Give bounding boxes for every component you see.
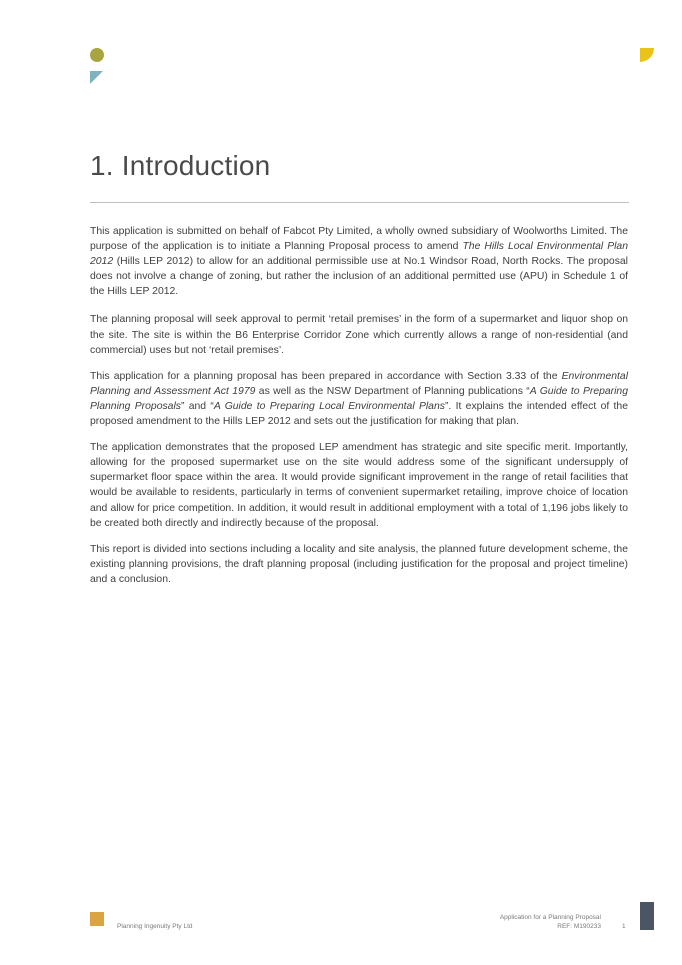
section-heading: 1. Introduction [90, 150, 271, 181]
text-run: ”. It explains the intended effect of the proposed amendment to the Hills LEP 2012 and sets out the justification for making that plan. [90, 400, 628, 428]
italic-title: Environmental Planning and Assessment Act 1979 [90, 370, 628, 397]
footer-company-name: Planning Ingenuity Pty Ltd [117, 923, 193, 930]
footer-bar-icon [640, 902, 654, 930]
italic-title: A Guide to Preparing Local Environmental Plans [213, 400, 445, 412]
decorative-quarter-circle-icon [640, 48, 654, 62]
decorative-triangle-icon [90, 71, 103, 84]
decorative-circle-icon [90, 48, 104, 62]
footer-document-title: Application for a Planning Proposal [499, 914, 601, 921]
page-number: 1 [622, 923, 626, 930]
paragraph-3 [90, 369, 628, 429]
paragraph-5 [90, 542, 628, 587]
text-run: (Hills LEP 2012) to allow for an additional permissible use at No.1 Windsor Road, North Rocks. The proposal does not involve a change of zoning, but rather the inclusion of an additional permitted use (APU) in Schedule 1 of the Hills LEP 2012. [90, 256, 628, 298]
text-run: This report is divided into sections including a locality and site analysis, the planned future development scheme, the existing planning provisions, the draft planning proposal (including justification for the proposal and project timeline) and a conclusion. [90, 543, 628, 585]
italic-title: A Guide to Preparing Planning Proposals [90, 385, 628, 412]
footer-logo-square-icon [90, 912, 104, 926]
heading-divider [90, 202, 629, 203]
text-run: The planning proposal will seek approval to permit ‘retail premises’ in the form of a supermarket and liquor shop on the site. The site is within the B6 Enterprise Corridor Zone which currently allows a range of non-residential (and commercial) uses but not ‘retail premises’. [90, 314, 628, 356]
text-run: as well as the NSW Department of Planning publications “ [255, 385, 530, 397]
text-run: This application for a planning proposal has been prepared in accordance with Section 3.33 of the [90, 370, 562, 382]
paragraph-4 [90, 440, 628, 531]
footer-reference: REF: M190233 [557, 923, 601, 930]
paragraph-1 [90, 224, 628, 299]
text-run: ” and “ [180, 400, 214, 412]
text-run: The application demonstrates that the proposed LEP amendment has strategic and site specific merit. Importantly, allowing for the proposed supermarket use on the site would address some of the significant undersupply of supermarket floor space within the area. It would provide significant improvement in the range of retail facilities that would be available to residents, particularly in terms of convenient supermarket retailing, improve choice of location and allow for price competition. In addition, it would result in additional employment with a total of 1,196 jobs likely to be created both directly and indirectly because of the proposal. [90, 442, 628, 529]
italic-title: The Hills Local Environmental Plan 2012 [90, 241, 628, 268]
body-text [90, 224, 628, 598]
paragraph-2 [90, 312, 628, 357]
text-run: This application is submitted on behalf of Fabcot Pty Limited, a wholly owned subsidiary of Woolworths Limited. The purpose of the application is to initiate a Planning Proposal process to amend [90, 226, 628, 253]
